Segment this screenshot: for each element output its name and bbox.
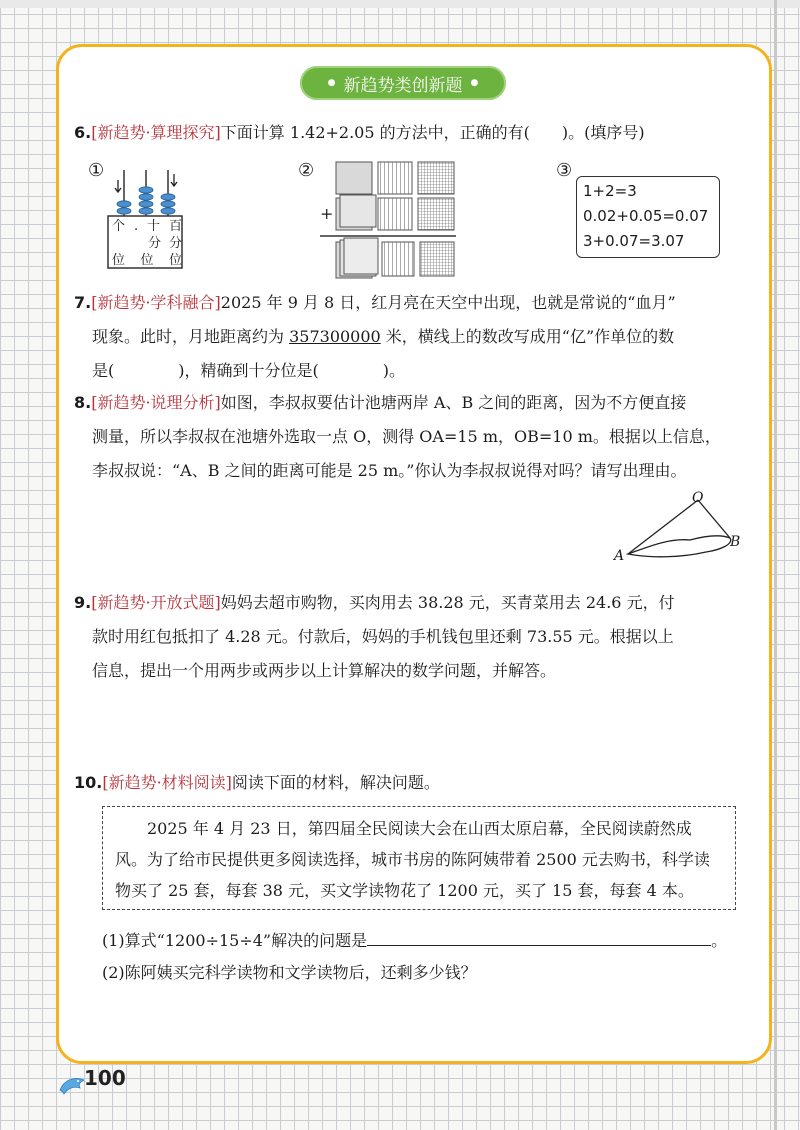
question-text: 现象。此时，月地距离约为 [92, 327, 290, 346]
question-tag: [新趋势·材料阅读] [102, 773, 232, 792]
abacus-label: 个 [112, 219, 126, 234]
question-number: 10. [74, 773, 103, 792]
question-tag: [新趋势·算理探究] [91, 123, 221, 142]
question-text: 测量，所以李叔叔在池塘外选取一点 O，测得 OA=15 m，OB=10 m。根据以上信息， [92, 427, 721, 446]
question-text: 信息，提出一个用两步或两步以上计算解决的数学问题，并解答。 [92, 661, 557, 680]
pond-diagram [610, 488, 746, 568]
option-2-label: ② [298, 160, 315, 181]
page-number: 100 [84, 1066, 126, 1090]
question-number: 9. [74, 593, 92, 612]
point-a-label: A [614, 548, 625, 564]
sub-question-text: (1)算式“1200÷15÷4”解决的问题是 [102, 931, 368, 950]
abacus-label: 百 [168, 219, 182, 234]
abacus-label: 十 [147, 219, 161, 234]
question-6 [74, 116, 754, 150]
dot-icon: ● [470, 78, 479, 88]
abacus-label: 位 [168, 253, 182, 268]
underlined-number: 357300000 [289, 327, 381, 346]
place-value-grids [316, 160, 458, 282]
equation-line: 1+2=3 [583, 182, 637, 200]
question-10 [74, 766, 754, 800]
reading-material-box [102, 806, 736, 910]
abacus-label: 位 [140, 253, 154, 268]
question-tag: [新趋势·学科融合] [91, 293, 221, 312]
question-text: 款时用红包抵扣了 4.28 元。付款后，妈妈的手机钱包里还剩 73.55 元。根据以上 [92, 627, 674, 646]
sub-question-1 [102, 928, 727, 951]
question-tag: [新趋势·开放式题] [91, 593, 221, 612]
section-banner [300, 66, 506, 100]
point-b-label: B [730, 534, 741, 550]
option-1-label: ① [88, 160, 105, 181]
sub-question-2: (2)陈阿姨买完科学读物和文学读物后，还剩多少钱？ [102, 963, 477, 982]
question-text: 妈妈去超市购物，买肉用去 38.28 元，买青菜用去 24.6 元，付 [220, 593, 675, 612]
question-7 [74, 286, 754, 388]
dot-icon: ● [327, 78, 336, 88]
question-tag: [新趋势·说理分析] [91, 393, 221, 412]
question-text: 如图，李叔叔要估计池塘两岸 A、B 之间的距离，因为不方便直接 [220, 393, 687, 412]
point-o-label: O [692, 490, 704, 506]
abacus-label: 分 [168, 236, 182, 251]
sub-question-end: 。 [711, 931, 728, 950]
plus-sign: + [320, 204, 334, 223]
material-text: 2025 年 4 月 23 日，第四届全民阅读大会在山西太原启幕，全民阅读蔚然成风。为了给市民提供更多阅读选择，城市书房的陈阿姨带着 2500 元去购书，科学读物买了 25 套，每套 38 元，买文学读物花了 1200 元，买了 15 套，每套 4 本。 [115, 819, 710, 900]
question-8 [74, 386, 754, 488]
question-text: 李叔叔说：“A、B 之间的距离可能是 25 m。”你认为李叔叔说得对吗？请写出理由。 [92, 461, 687, 480]
question-text: 阅读下面的材料，解决问题。 [231, 773, 440, 792]
abacus-labels [112, 218, 182, 269]
equation-box [576, 176, 720, 258]
question-text: 下面计算 1.42+2.05 的方法中，正确的有( )。(填序号) [220, 123, 645, 142]
top-strip [0, 0, 800, 8]
question-number: 8. [74, 393, 92, 412]
abacus-label: . [133, 219, 139, 234]
question-number: 6. [74, 123, 92, 142]
question-9 [74, 586, 754, 688]
abacus-label: 分 [147, 236, 161, 251]
question-text: 米，横线上的数改写成用“亿”作单位的数 [380, 327, 675, 346]
page-edge [774, 0, 777, 1130]
answer-line[interactable] [367, 929, 711, 946]
banner-title: 新趋势类创新题 [343, 75, 463, 96]
question-text: 2025 年 9 月 8 日，红月亮在天空中出现，也就是常说的“血月” [220, 293, 676, 312]
question-text: 是( )，精确到十分位是( )。 [92, 361, 405, 380]
equation-line: 0.02+0.05=0.07 [583, 207, 709, 225]
abacus-label: 位 [112, 253, 126, 268]
option-3-label: ③ [556, 160, 573, 181]
equation-line: 3+0.07=3.07 [583, 232, 685, 250]
question-number: 7. [74, 293, 92, 312]
